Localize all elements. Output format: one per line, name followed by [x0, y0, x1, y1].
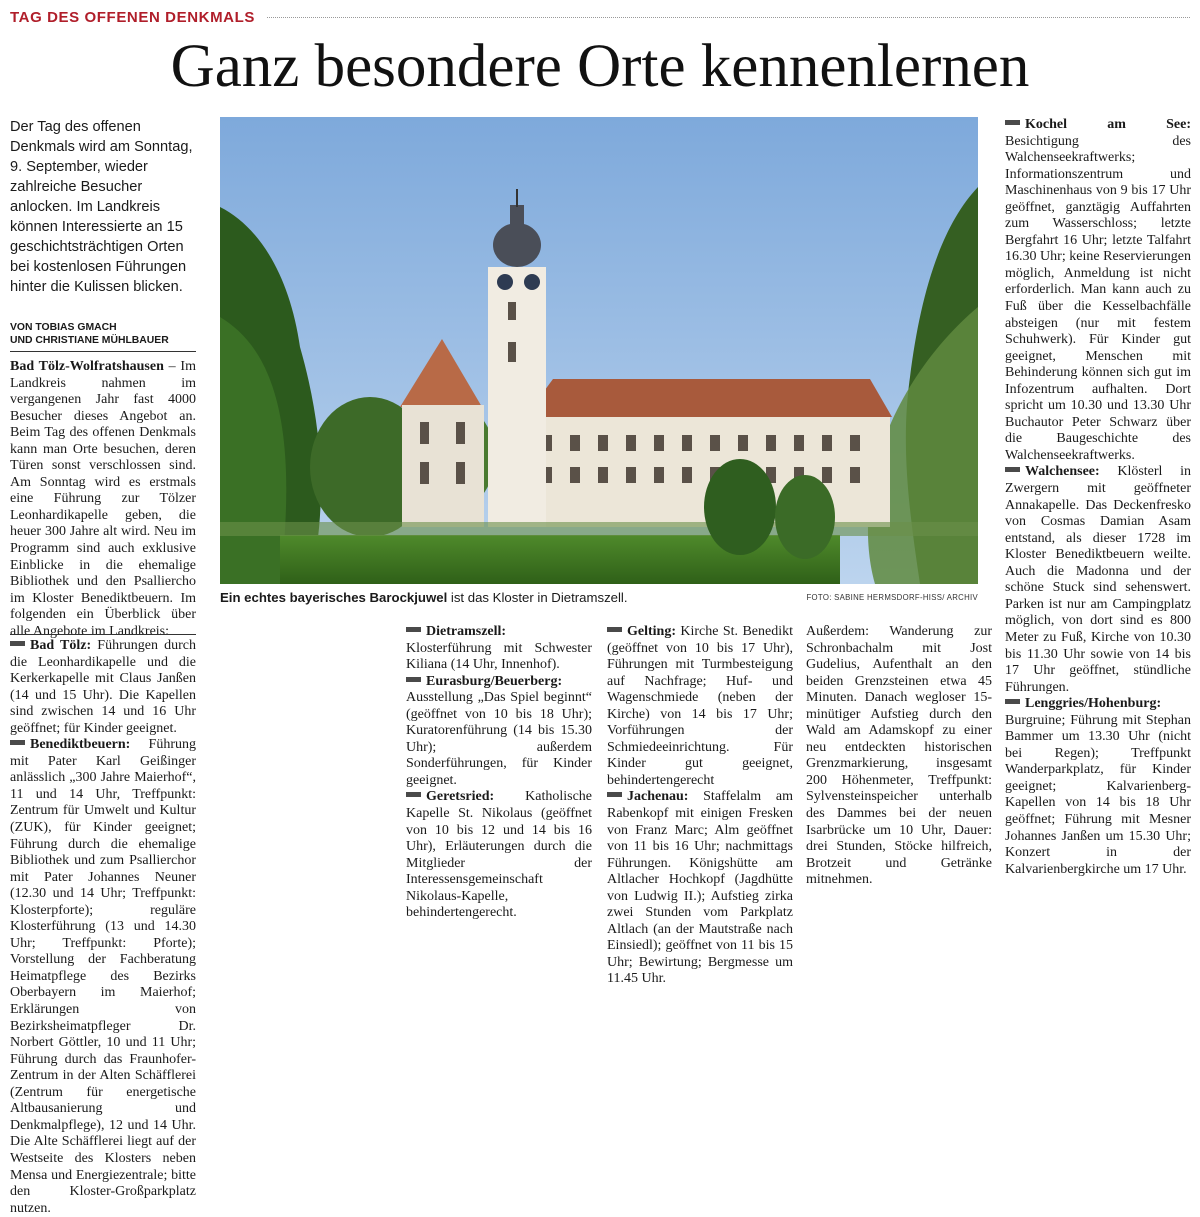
- byline-author-1: VON TOBIAS GMACH: [10, 322, 117, 333]
- bullet-icon: [607, 792, 622, 797]
- entry-text: Führungen durch die Leonhardikapelle und die Kerkerkapelle mit Claus Janßen (14 und 15 Uhr). Die Kapellen sind zwischen 14 und 16 Uhr geöffnet; für Kinder geeignet.: [10, 638, 196, 736]
- entry-text: Außerdem: Wanderung zur Schronbachalm mit Jost Gudelius, Aufenthalt an den beiden Grenzsteinen etwa 45 Minuten. Danach wegloser 15-minütiger Aufstieg durch den Wald am Adamskopf zu einer neu entdeckten historischen Grenzmarkierung, insgesamt 200 Höhenmeter, Treffpunkt: Sylvensteinspeicher unterhalb des Dammes bei der neuen Isarbrücke um 10 Uhr, Dauer: drei Stunden, Stöcke hilfreich, Brotzeit und Getränke mitnehmen.: [806, 624, 992, 888]
- bullet-icon: [1005, 467, 1020, 472]
- bullet-icon: [406, 677, 421, 682]
- entry-text: Klosterführung mit Schwester Kiliana (14 Uhr, Innenhof).: [406, 640, 592, 673]
- entry-text: Besichtigung des Walchenseekraftwerks; Informationszentrum und Maschinenhaus von 9 bis 17 Uhr geöffnet, ganztägig Auffahrten zum Wasserschloss; letzte Bergfahrt 16 Uhr; letzte Talfahrt 16.30 Uhr; keine Reservierungen möglich, Anmeldung ist nicht erforderlich. Man kann auch zu Fuß über die Kesselbachfälle absteigen (nur mit festem Schuhwerk). Für Kinder gut geeignet, Menschen mit Behinderung können sich gut im Infozentrum aufhalten. Dort spricht um 10.30 und 13.30 Uhr Buchautor Peter Schwarz über die Baugeschichte des Walchenseekraftwerks.: [1005, 133, 1191, 463]
- intro-place: Bad Tölz-Wolfratshausen: [10, 359, 164, 374]
- photo-credit: FOTO: SABINE HERMSDORF-HISS/ ARCHIV: [806, 593, 978, 602]
- article-column-5: [806, 624, 992, 900]
- entry-place: Eurasburg/Beuerberg:: [426, 673, 563, 689]
- bullet-icon: [607, 627, 622, 632]
- entry-place: Walchensee:: [1025, 464, 1100, 480]
- entry-ausserdem: [806, 624, 992, 889]
- article-intro: [10, 359, 196, 640]
- intro-text: – Im Landkreis nahmen im vergangenen Jahr fast 4000 Besucher dieses Angebot an. Beim Tag des offenen Denkmals kann man Orte besuchen, deren Türen sonst verschlossen sind. Am Sonntag wird es erstmals eine Führung zur Tölzer Leonhardikapelle geben, die heuer 300 Jahre alt wird. Neu im Programm sind auch exklusive Einblicke in die ehemalige Bibliothek und den Psalliercho im Kloster Benediktbeuern. Im folgenden ein Überblick über alle Angebote im Landkreis:: [10, 359, 196, 639]
- monastery-photo: [220, 117, 978, 584]
- entry-text: Klösterl in Zwergern mit geöffneter Annakapelle. Das Deckenfresko von Cosmas Damian Asam entstand, als dieser 1728 im Kloster Benediktbeuern weilte. Auch die Madonna und der schöne Stuck sind sehenswert. Parken ist nur am Campingplatz möglich, von dort sind es 800 Meter zu Fuß, Kirche von 10.30 bis 11.30 Uhr sowie von 14 bis 17 Uhr geöffnet, stündliche Führungen.: [1005, 464, 1191, 695]
- article-photo: [220, 117, 978, 584]
- entry-dietramszell: [406, 624, 592, 674]
- bullet-icon: [1005, 120, 1020, 125]
- article-column-3: [406, 624, 592, 921]
- entry-text: Katholische Kapelle St. Nikolaus (geöffnet von 10 bis 12 und 14 bis 16 Uhr), Erläuterungen durch die Mitglieder der Interessensgemeinschaft Nikolaus-Kapelle, behindertengerecht.: [406, 789, 592, 921]
- bullet-icon: [10, 740, 25, 745]
- article-column-1: [10, 359, 196, 640]
- entry-walchensee: [1005, 464, 1191, 696]
- article-column-1-lower: [10, 638, 196, 1216]
- dotted-rule: [267, 16, 1190, 18]
- teaser-text: Der Tag des offenen Denkmals wird am Sonntag, 9. September, wieder zahlreiche Besucher anlocken. Im Landkreis können Interessierte an 15 geschichtsträchtigen Orten bei kostenlosen Führungen hinter die Kulissen blicken.: [10, 119, 193, 295]
- entry-eurasburg: [406, 674, 592, 790]
- bullet-icon: [1005, 699, 1020, 704]
- entry-place: Lenggries/Hohenburg:: [1025, 696, 1162, 712]
- entry-place: Jachenau:: [627, 789, 689, 805]
- entry-text: Führung mit Pater Karl Geißinger anlässlich „300 Jahre Maierhof“, 11 und 14 Uhr, Treffpunkt: Zentrum für Umwelt und Kultur (ZUK), für Kinder geeignet; Führung durch die ehemalige Bibliothek und zum Psallierchor mit Pater Johannes Neuner (12.30 und 14 Uhr; Treffpunkt: Klosterpforte); reguläre Klosterführung (13 und 14.30 Uhr; Treffpunkt: Pforte); Vorstellung der Fachberatung Heimatpflege des Bezirks Oberbayern im Maierhof; Erklärungen von Bezirksheimatpfleger Dr. Norbert Göttler, 10 und 11 Uhr; Führung durch das Fraunhofer-Zentrum in der Alten Schäfflerei (Zentrum für energetische Altbausanierung und Denkmalpflege), 12 und 14 Uhr. Die Alte Schäfflerei liegt auf der Westseite des Klosters neben Mensa und Energiezentrale; bitte den Kloster-Großparkplatz nutzen.: [10, 737, 196, 1216]
- article-column-6: [1005, 117, 1191, 900]
- photo-caption: [220, 589, 978, 607]
- byline-author-2: UND CHRISTIANE MÜHLBAUER: [10, 335, 169, 346]
- entry-bad-toelz: [10, 638, 196, 737]
- byline: [10, 321, 200, 347]
- entry-place: Benediktbeuern:: [30, 737, 131, 753]
- entry-jachenau: [607, 789, 793, 988]
- byline-divider: [10, 351, 196, 352]
- bullet-icon: [406, 627, 421, 632]
- entry-text: Staffelalm am Rabenkopf mit einigen Fresken von Franz Marc; Alm geöffnet von 11 bis 16 Uhr; nachmittags Führungen. Königshütte am Altlacher Hochkopf (Jagdhütte von Ludwig II.); Aufstieg zirka zwei Stunden vom Parkplatz Altlach (an der Mautstraße nach Einsiedl); geöffnet von 11 bis 15 Uhr; Bewirtung; Bergmesse um 11.45 Uhr.: [607, 789, 793, 987]
- section-kicker: TAG DES OFFENEN DENKMALS: [10, 8, 255, 26]
- bullet-icon: [406, 792, 421, 797]
- entry-place: Dietramszell:: [426, 624, 507, 639]
- entry-text: Kirche St. Benedikt (geöffnet von 10 bis 17 Uhr), Führungen mit Turmbesteigung auf Nachfrage; Huf- und Wagenschmiede (neben der Kirche) von 14 bis 17 Uhr; Vorführungen der Schmiedeeinrichtung. Für Kinder gut geeignet, behindertengerecht: [607, 624, 793, 788]
- list-divider: [10, 634, 196, 635]
- entry-text: Burgruine; Führung mit Stephan Bammer um 13.30 Uhr (nicht bei Regen); Treffpunkt Wanderparkplatz, für Kinder geeignet; Kalvarienberg-Kapellen von 14 bis 18 Uhr geöffnet; Führung mit Mesner Johannes Janßen um 15.30 Uhr; Konzert in der Kalvarienbergkirche um 17 Uhr.: [1005, 712, 1191, 877]
- entry-place: Gelting:: [627, 624, 676, 639]
- section-header: [10, 6, 1190, 28]
- entry-geretsried: [406, 789, 592, 921]
- entry-kochel: [1005, 117, 1191, 464]
- entry-gelting: [607, 624, 793, 789]
- entry-place: Kochel am See:: [1025, 117, 1191, 132]
- caption-text: [220, 589, 628, 607]
- entry-place: Bad Tölz:: [30, 638, 92, 653]
- headline: Ganz besondere Orte kennenlernen: [170, 33, 1030, 100]
- article-column-2: [208, 624, 394, 900]
- teaser: [10, 117, 196, 297]
- entry-benediktbeuern-start: [10, 737, 196, 1217]
- caption-rest: ist das Kloster in Dietramszell.: [447, 590, 628, 605]
- entry-place: Geretsried:: [426, 789, 495, 805]
- article-column-4: [607, 624, 793, 987]
- bullet-icon: [10, 641, 25, 646]
- entry-lenggries: [1005, 696, 1191, 878]
- entry-text: Ausstellung „Das Spiel beginnt“ (geöffnet von 10 bis 18 Uhr); Kuratorenführung (14 bis 15.30 Uhr); außerdem Sonderführungen, für Kinder geeignet.: [406, 690, 592, 788]
- caption-lead: Ein echtes bayerisches Barockjuwel: [220, 590, 448, 605]
